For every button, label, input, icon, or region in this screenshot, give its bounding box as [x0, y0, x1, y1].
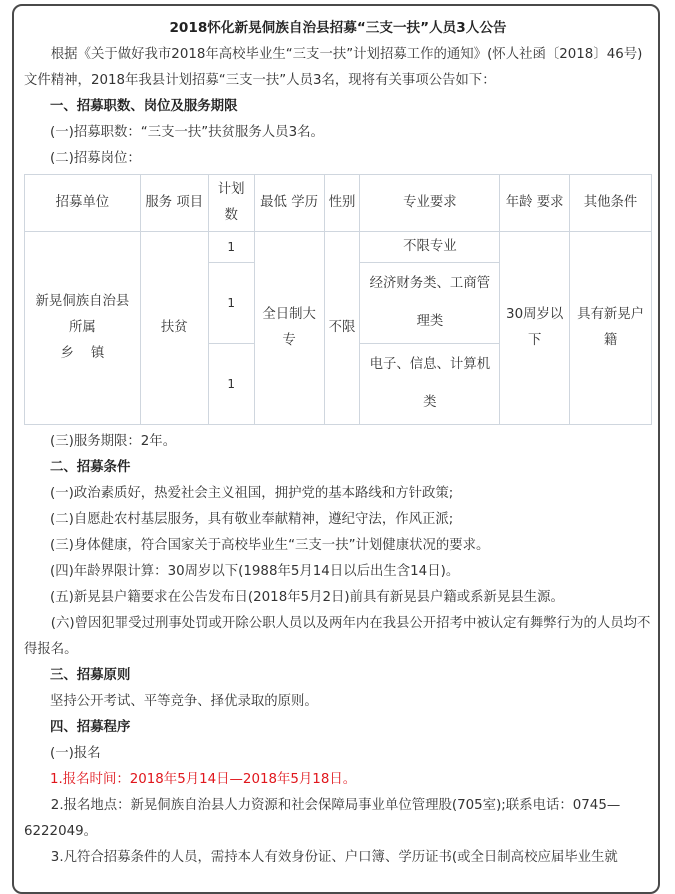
major-cell: 不限专业: [360, 232, 500, 263]
header-cell: 专业要求: [360, 175, 500, 232]
header-cell: 性别: [324, 175, 360, 232]
condition-item: (二)自愿赴农村基层服务，具有敬业奉献精神，遵纪守法，作风正派;: [50, 512, 454, 527]
unit-cell: [25, 232, 141, 425]
registration-time: 1.报名时间：2018年5月14日—2018年5月18日。: [50, 772, 357, 787]
count-cell: 1: [208, 344, 254, 425]
table-header-row: [25, 175, 652, 232]
section2-heading: 二、招募条件: [50, 460, 131, 475]
unit-line: 所属: [69, 320, 96, 335]
major-cell: 经济财务类、工商管理类: [360, 263, 500, 344]
section3-heading: 三、招募原则: [50, 668, 131, 683]
section1-item3: (三)服务期限：2年。: [50, 434, 177, 449]
count-cell: 1: [208, 232, 254, 263]
header-cell: 年龄 要求: [500, 175, 570, 232]
gender-cell: 不限: [324, 232, 360, 425]
registration-documents: 3.凡符合招募条件的人员，需持本人有效身份证、户口簿、学历证书(或全日制高校应届毕业生就: [50, 850, 618, 865]
unit-line: 乡 镇: [60, 346, 105, 361]
condition-item: (六)曾因犯罪受过刑事处罚或开除公职人员以及两年内在我县公开招考中被认定有舞弊行为的人员均不得报名。: [24, 616, 651, 657]
section1-item2: (二)招募岗位：: [50, 151, 141, 166]
condition-item: (三)身体健康，符合国家关于高校毕业生“三支一扶”计划健康状况的要求。: [50, 538, 490, 553]
intro-paragraph: 根据《关于做好我市2018年高校毕业生“三支一扶”计划招募工作的通知》(怀人社函〔2018〕46号)文件精神，2018年我县计划招募“三支一扶”人员3名，现将有关事项公告如下：: [24, 47, 643, 88]
header-cell: 最低 学历: [254, 175, 324, 232]
education-cell: 全日制大专: [254, 232, 324, 425]
header-cell: 服务 项目: [140, 175, 208, 232]
section4-heading: 四、招募程序: [50, 720, 131, 735]
unit-line: 新晃侗族自治县: [35, 294, 130, 309]
header-cell: 招募单位: [25, 175, 141, 232]
registration-subheading: (一)报名: [50, 746, 101, 761]
document-content: [24, 14, 652, 871]
major-cell: 电子、信息、计算机类: [360, 344, 500, 425]
registration-place: 2.报名地点：新晃侗族自治县人力资源和社会保障局事业单位管理股(705室);联系电话：0745—6222049。: [24, 798, 621, 839]
service-cell: 扶贫: [140, 232, 208, 425]
condition-item: (五)新晃县户籍要求在公告发布日(2018年5月2日)前具有新晃县户籍或系新晃县生源。: [50, 590, 564, 605]
table-row: [25, 232, 652, 263]
header-cell: 其他条件: [570, 175, 652, 232]
header-cell: 计划数: [208, 175, 254, 232]
principle-text: 坚持公开考试、平等竞争、择优录取的原则。: [50, 694, 318, 709]
section1-heading: 一、招募职数、岗位及服务期限: [50, 99, 238, 114]
recruitment-table: [24, 174, 652, 425]
condition-item: (四)年龄界限计算：30周岁以下(1988年5月14日以后出生含14日)。: [50, 564, 460, 579]
page-title: 2018怀化新晃侗族自治县招募“三支一扶”人员3人公告: [169, 20, 507, 36]
other-cell: 具有新晃户籍: [570, 232, 652, 425]
age-cell: 30周岁以下: [500, 232, 570, 425]
document-frame: [12, 4, 660, 894]
section1-item1: (一)招募职数：“三支一扶”扶贫服务人员3名。: [50, 125, 324, 140]
condition-item: (一)政治素质好，热爱社会主义祖国，拥护党的基本路线和方针政策;: [50, 486, 454, 501]
count-cell: 1: [208, 263, 254, 344]
